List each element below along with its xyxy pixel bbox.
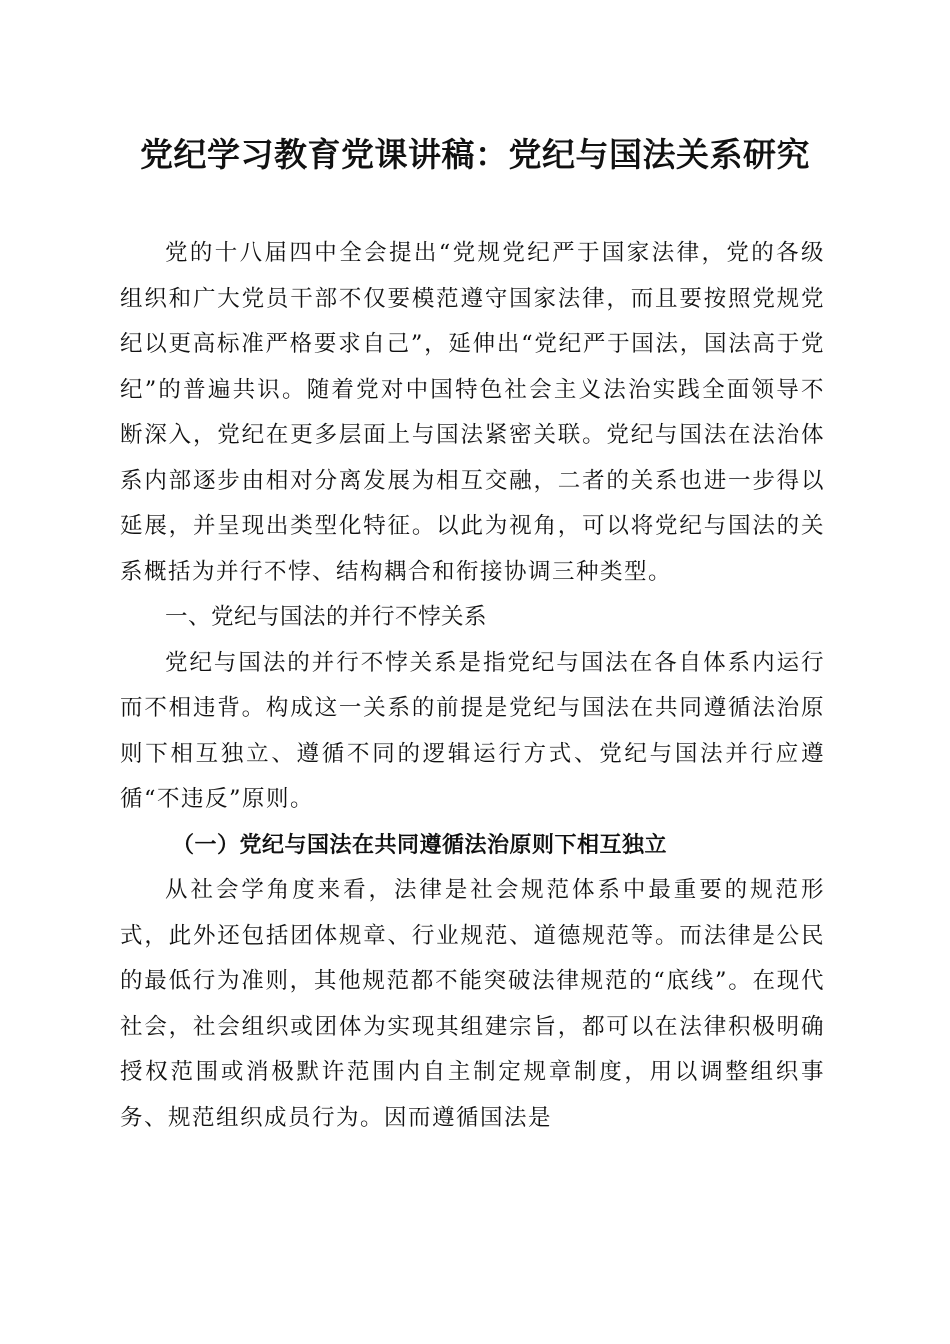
section-heading-1: 一、党纪与国法的并行不悖关系 — [165, 604, 488, 630]
section-1-paragraph: 党纪与国法的并行不悖关系是指党纪与国法在各自体系内运行而不相违背。构成这一关系的前提是党纪与国法在共同遵循法治原则下相互独立、遵循不同的逻辑运行方式、党纪与国法并行应遵循“不违反”原则。 — [120, 649, 825, 812]
document-title: 党纪学习教育党课讲稿：党纪与国法关系研究 — [140, 135, 810, 174]
document-body — [120, 231, 825, 1141]
subsection-heading-1-1: （一）党纪与国法在共同遵循法治原则下相互独立 — [172, 831, 668, 858]
subsection-1-1-paragraph: 从社会学角度来看，法律是社会规范体系中最重要的规范形式，此外还包括团体规章、行业规范、道德规范等。而法律是公民的最低行为准则，其他规范都不能突破法律规范的“底线”。在现代社会，社会组织或团体为实现其组建宗旨，都可以在法律积极明确授权范围或消极默许范围内自主制定规章制度，用以调整组织事务、规范组织成员行为。因而遵循国法是 — [120, 877, 825, 1131]
intro-paragraph: 党的十八届四中全会提出“党规党纪严于国家法律，党的各级组织和广大党员干部不仅要模范遵守国家法律，而且要按照党规党纪以更高标准严格要求自己”，延伸出“党纪严于国法，国法高于党纪”的普遍共识。随着党对中国特色社会主义法治实践全面领导不断深入，党纪在更多层面上与国法紧密关联。党纪与国法在法治体系内部逐步由相对分离发展为相互交融，二者的关系也进一步得以延展，并呈现出类型化特征。以此为视角，可以将党纪与国法的关系概括为并行不悖、结构耦合和衔接协调三种类型。 — [120, 240, 825, 585]
